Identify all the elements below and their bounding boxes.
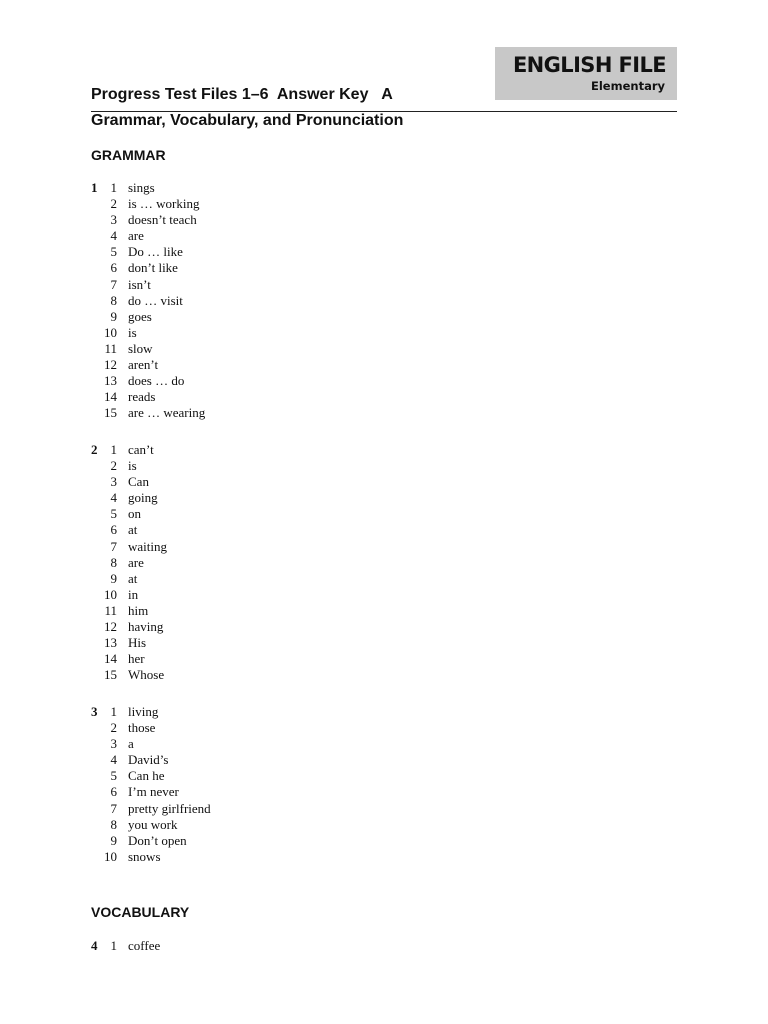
brand-title: ENGLISH FILE <box>512 53 666 77</box>
answer-item-text: His <box>128 635 147 651</box>
answer-row <box>91 539 391 555</box>
answer-row <box>91 603 391 619</box>
answer-item-number: 6 <box>110 522 117 538</box>
answer-item-text: goes <box>128 308 152 324</box>
answer-row <box>91 373 391 389</box>
answer-item-number: 5 <box>110 768 117 784</box>
answer-item-number: 11 <box>104 602 117 618</box>
answer-item-text: are … wearing <box>128 405 206 421</box>
answer-item-number: 2 <box>110 458 117 474</box>
answer-row <box>91 801 391 817</box>
answer-item-text: having <box>128 619 164 635</box>
answer-item-number: 6 <box>110 784 117 800</box>
answer-item-number: 3 <box>110 212 117 228</box>
answer-item-text: those <box>128 720 156 736</box>
answer-row <box>91 212 391 228</box>
answer-item-text: reads <box>128 389 156 405</box>
english-file-logo <box>495 47 677 100</box>
answer-item-number: 4 <box>110 228 117 244</box>
answer-item-number: 12 <box>104 357 117 373</box>
answer-item-number: 4 <box>110 490 117 506</box>
answer-row <box>91 260 391 276</box>
answer-item-number: 13 <box>104 635 117 651</box>
answer-row <box>91 293 391 309</box>
answer-item-number: 14 <box>104 651 117 667</box>
answer-item-text: at <box>128 522 138 538</box>
answer-row <box>91 405 391 421</box>
answer-row <box>91 667 391 683</box>
answer-row <box>91 587 391 603</box>
answer-item-text: Whose <box>128 667 165 683</box>
answer-item-number: 10 <box>104 324 117 340</box>
answer-row <box>91 506 391 522</box>
section-heading-vocabulary: VOCABULARY <box>91 904 190 920</box>
answer-item-number: 10 <box>104 848 117 864</box>
answer-row <box>91 228 391 244</box>
answer-row <box>91 389 391 405</box>
answer-row <box>91 341 391 357</box>
answer-row <box>91 651 391 667</box>
answer-item-text: are <box>128 228 144 244</box>
answer-item-number: 1 <box>110 180 117 195</box>
answer-item-number: 11 <box>104 340 117 356</box>
answer-row <box>91 357 391 373</box>
answer-item-text: pretty girlfriend <box>128 800 211 816</box>
answer-item-text: on <box>128 506 141 522</box>
answer-item-number: 8 <box>110 292 117 308</box>
answer-row <box>91 555 391 571</box>
answer-item-number: 15 <box>104 667 117 683</box>
answer-row <box>91 474 391 490</box>
answer-item-text: aren’t <box>128 357 159 373</box>
answer-item-number: 9 <box>110 832 117 848</box>
answer-item-number: 13 <box>104 373 117 389</box>
answer-item-number: 3 <box>110 474 117 490</box>
answer-item-number: 15 <box>104 405 117 421</box>
answer-item-text: is <box>128 324 137 340</box>
answer-item-text: doesn’t teach <box>128 212 197 228</box>
answer-item-number: 9 <box>110 308 117 324</box>
answer-item-number: 3 <box>110 736 117 752</box>
answer-list-q1 <box>91 180 391 421</box>
answer-item-number: 12 <box>104 619 117 635</box>
answer-item-number: 1 <box>110 704 117 719</box>
brand-subtitle: Elementary <box>591 79 665 93</box>
answer-item-text: does … do <box>128 373 185 389</box>
answer-row <box>91 768 391 784</box>
answer-item-number: 6 <box>110 260 117 276</box>
answer-item-text: her <box>128 651 145 667</box>
answer-item-text: coffee <box>128 938 161 953</box>
question-number-1: 1 <box>91 180 98 195</box>
answer-row <box>91 704 391 720</box>
answer-item-text: can’t <box>128 442 154 457</box>
question-number-3: 3 <box>91 704 98 719</box>
page-title: Progress Test Files 1–6 Answer Key A <box>91 86 393 103</box>
section-heading-grammar: GRAMMAR <box>91 147 166 163</box>
answer-row <box>91 736 391 752</box>
answer-row <box>91 849 391 865</box>
answer-item-number: 5 <box>110 506 117 522</box>
answer-row <box>91 196 391 212</box>
answer-item-number: 2 <box>110 196 117 212</box>
answer-item-number: 9 <box>110 570 117 586</box>
answer-item-text: a <box>128 736 134 752</box>
answer-item-number: 10 <box>104 586 117 602</box>
answer-row <box>91 833 391 849</box>
answer-row <box>91 180 391 196</box>
answer-item-text: you work <box>128 816 178 832</box>
answer-item-number: 1 <box>110 938 117 953</box>
answer-row <box>91 244 391 260</box>
answer-item-text: don’t like <box>128 260 178 276</box>
answer-list-q3 <box>91 704 391 865</box>
answer-row <box>91 752 391 768</box>
answer-row <box>91 571 391 587</box>
answer-item-text: him <box>128 602 149 618</box>
answer-item-text: waiting <box>128 538 167 554</box>
answer-item-number: 5 <box>110 244 117 260</box>
answer-row <box>91 619 391 635</box>
answer-item-number: 8 <box>110 816 117 832</box>
answer-item-text: do … visit <box>128 292 183 308</box>
answer-item-text: going <box>128 490 158 506</box>
answer-item-text: is <box>128 458 137 474</box>
answer-list-q2 <box>91 442 391 683</box>
answer-item-text: isn’t <box>128 276 151 292</box>
answer-item-text: are <box>128 554 144 570</box>
answer-item-number: 8 <box>110 554 117 570</box>
answer-item-text: living <box>128 704 159 719</box>
answer-item-number: 1 <box>110 442 117 457</box>
answer-item-text: I’m never <box>128 784 179 800</box>
question-number-4: 4 <box>91 938 98 953</box>
answer-item-text: David’s <box>128 752 169 768</box>
answer-item-text: in <box>128 586 139 602</box>
answer-item-number: 2 <box>110 720 117 736</box>
answer-row <box>91 309 391 325</box>
answer-row <box>91 522 391 538</box>
answer-row <box>91 277 391 293</box>
answer-item-text: is … working <box>128 196 200 212</box>
answer-row <box>91 635 391 651</box>
answer-item-number: 7 <box>110 276 117 292</box>
answer-row <box>91 784 391 800</box>
question-number-2: 2 <box>91 442 98 457</box>
answer-item-text: Don’t open <box>128 832 187 848</box>
answer-item-number: 7 <box>110 800 117 816</box>
answer-item-text: Can he <box>128 768 165 784</box>
answer-item-number: 14 <box>104 389 117 405</box>
answer-row <box>91 938 391 954</box>
answer-item-number: 4 <box>110 752 117 768</box>
answer-row <box>91 325 391 341</box>
answer-row <box>91 442 391 458</box>
answer-list-q4 <box>91 938 391 954</box>
answer-row <box>91 817 391 833</box>
answer-row <box>91 458 391 474</box>
answer-item-text: Do … like <box>128 244 183 260</box>
answer-item-text: slow <box>128 340 153 356</box>
answer-item-text: at <box>128 570 138 586</box>
answer-row <box>91 720 391 736</box>
page-subtitle: Grammar, Vocabulary, and Pronunciation <box>91 112 404 129</box>
answer-item-number: 7 <box>110 538 117 554</box>
answer-item-text: snows <box>128 848 161 864</box>
answer-row <box>91 490 391 506</box>
answer-item-text: sings <box>128 180 155 195</box>
answer-item-text: Can <box>128 474 149 490</box>
